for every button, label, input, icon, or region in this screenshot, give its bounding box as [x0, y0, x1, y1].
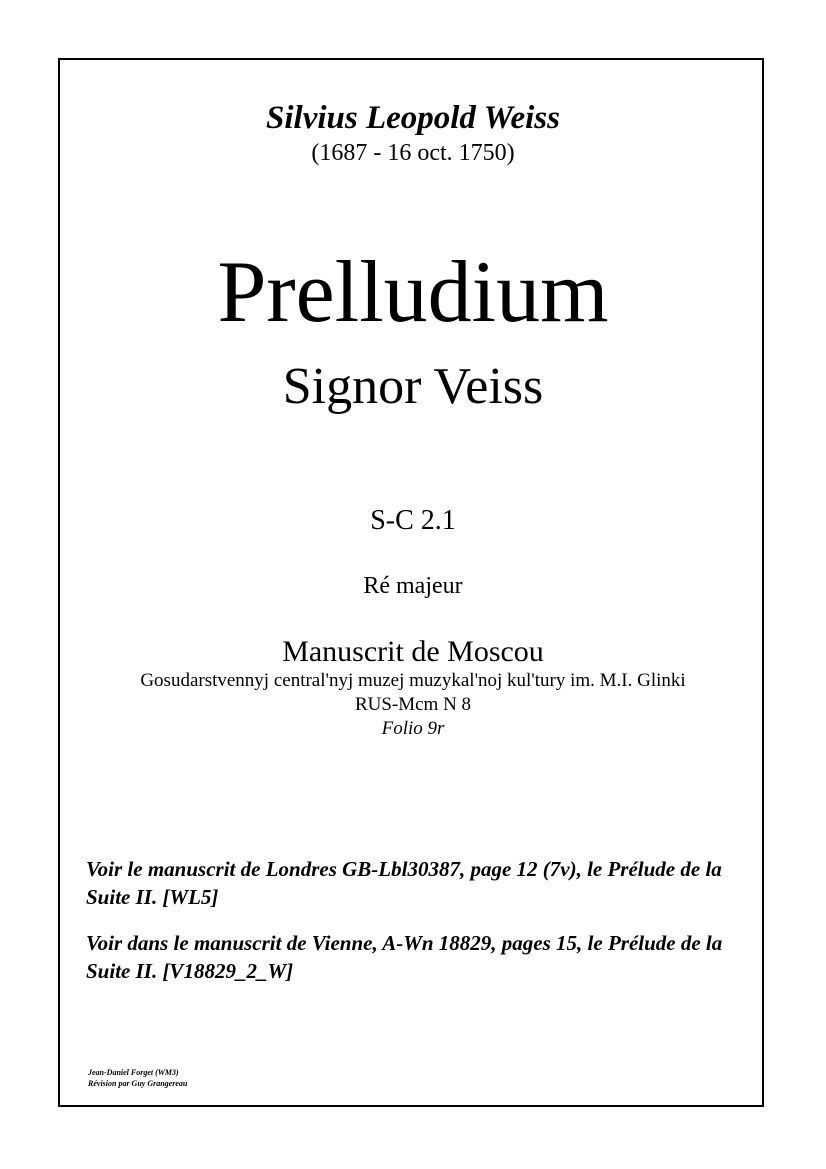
revision-credit: Révision par Guy Grangereau [88, 1079, 188, 1088]
catalog-number: S-C 2.1 [370, 505, 456, 536]
editor-credit: Jean-Daniel Forget (WM3) [88, 1068, 179, 1077]
key-signature: Ré majeur [363, 573, 463, 599]
composer-name: Silvius Leopold Weiss [266, 100, 560, 136]
folio: Folio 9r [381, 718, 445, 739]
note-vienna: Voir dans le manuscrit de Vienne, A-Wn 18829, pages 15, le Prélude de la Suite II. [V18829_2_W] [86, 931, 723, 983]
note-london: Voir le manuscrit de Londres GB-Lbl30387, page 12 (7v), le Prélude de la Suite II. [WL5] [86, 857, 722, 909]
work-title: Prelludium [217, 244, 609, 341]
library-name: Gosudarstvennyj central'nyj muzej muzykal'noj kul'tury im. M.I. Glinki [140, 670, 686, 691]
manuscript-name: Manuscrit de Moscou [282, 635, 544, 668]
composer-dates: (1687 - 16 oct. 1750) [311, 140, 515, 166]
work-subtitle: Signor Veiss [282, 358, 544, 415]
shelfmark: RUS-Mcm N 8 [354, 694, 472, 715]
